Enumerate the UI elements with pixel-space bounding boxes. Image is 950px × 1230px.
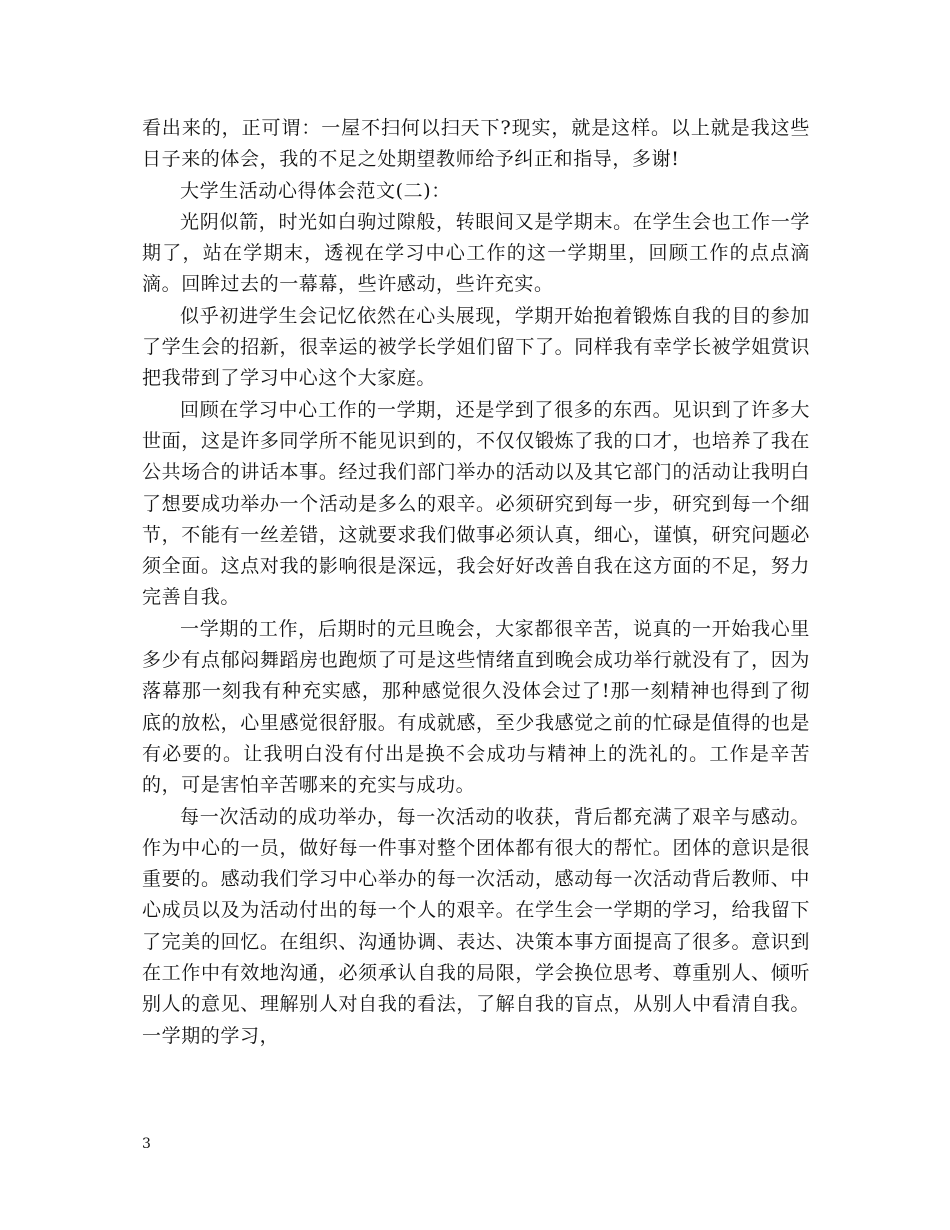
paragraph: 回顾在学习中心工作的一学期，还是学到了很多的东西。见识到了许多大世面，这是许多同学所不能见识到的，不仅仅锻炼了我的口才，也培养了我在公共场合的讲话本事。经过我们部门举办的活动以及其它部门的活动让我明白了想要成功举办一个活动是多么的艰辛。必须研究到每一步，研究到每一个细节，不能有一丝差错，这就要求我们做事必须认真，细心，谨慎，研究问题必须全面。这点对我的影响很是深远，我会好好改善自我在这方面的不足，努力完善自我。: [142, 398, 810, 609]
document-body: [142, 113, 810, 1052]
paragraph: 似乎初进学生会记忆依然在心头展现，学期开始抱着锻炼自我的目的参加了学生会的招新，很幸运的被学长学姐们留下了。同样我有幸学长被学姐赏识把我带到了学习中心这个大家庭。: [142, 304, 810, 390]
paragraph: 光阴似箭，时光如白驹过隙般，转眼间又是学期末。在学生会也工作一学期了，站在学期末，透视在学习中心工作的这一学期里，回顾工作的点点滴滴。回眸过去的一幕幕，些许感动，些许充实。: [142, 210, 810, 296]
paragraph: 一学期的工作，后期时的元旦晚会，大家都很辛苦，说真的一开始我心里多少有点郁闷舞蹈房也跑烦了可是这些情绪直到晚会成功举行就没有了，因为落幕那一刻我有种充实感，那种感觉很久没体会过了!那一刻精神也得到了彻底的放松，心里感觉很舒服。有成就感，至少我感觉之前的忙碌是值得的也是有必要的。让我明白没有付出是换不会成功与精神上的洗礼的。工作是辛苦的，可是害怕辛苦哪来的充实与成功。: [142, 617, 810, 797]
page-number: 3: [142, 1136, 151, 1152]
paragraph-continuation: 看出来的，正可谓：一屋不扫何以扫天下?现实，就是这样。以上就是我这些日子来的体会，我的不足之处期望教师给予纠正和指导，多谢!: [142, 117, 810, 171]
section-heading: 大学生活动心得体会范文(二)：: [180, 179, 451, 202]
paragraph: 每一次活动的成功举办，每一次活动的收获，背后都充满了艰辛与感动。作为中心的一员，做好每一件事对整个团体都有很大的帮忙。团体的意识是很重要的。感动我们学习中心举办的每一次活动，感动每一次活动背后教师、中心成员以及为活动付出的每一个人的艰辛。在学生会一学期的学习，给我留下了完美的回忆。在组织、沟通协调、表达、决策本事方面提高了很多。意识到在工作中有效地沟通，必须承认自我的局限，学会换位思考、尊重别人、倾听别人的意见、理解别人对自我的看法，了解自我的盲点，从别人中看清自我。一学期的学习，: [142, 805, 810, 1047]
